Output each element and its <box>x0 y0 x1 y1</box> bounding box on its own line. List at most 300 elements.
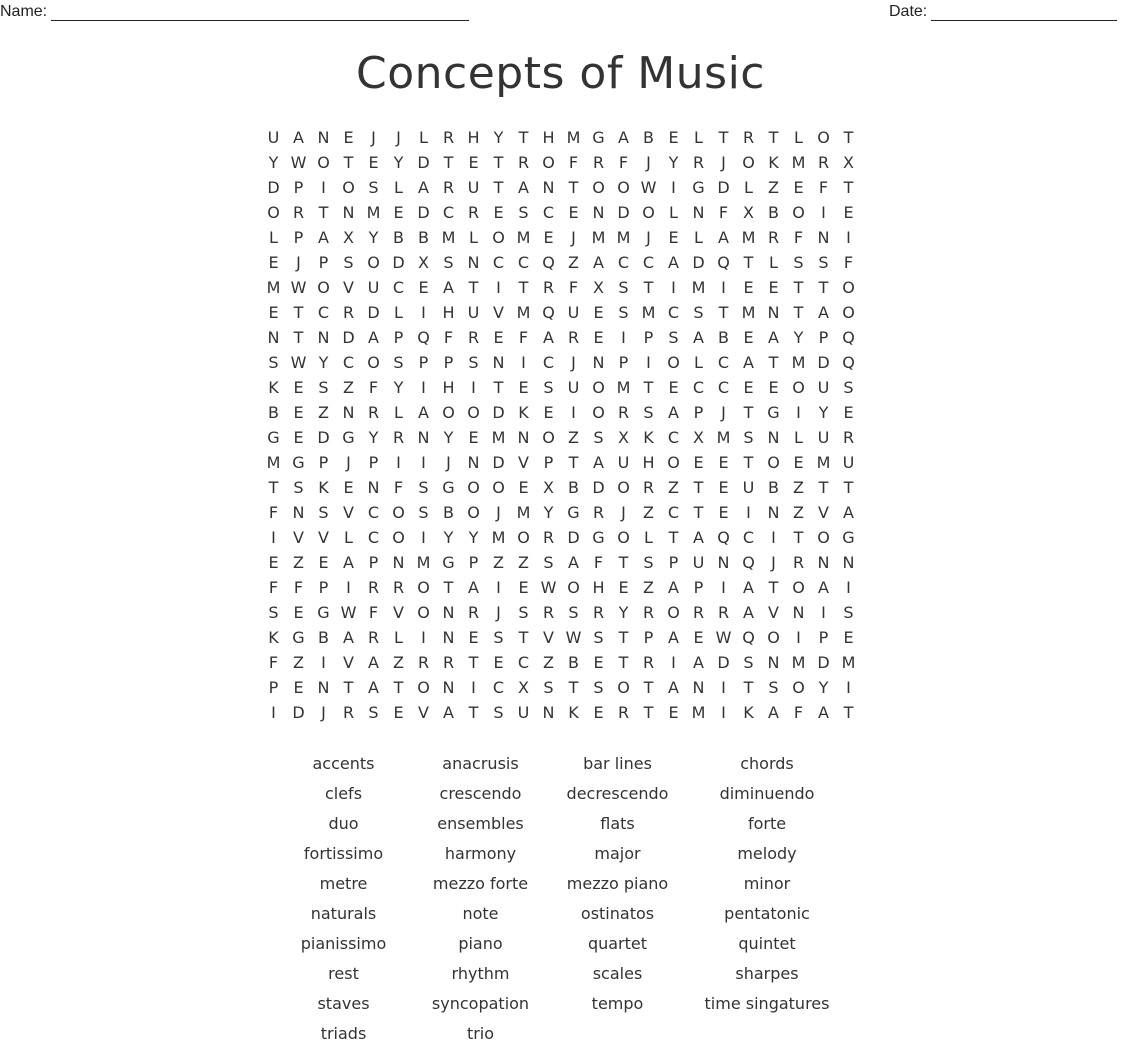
grid-letter: T <box>643 278 654 297</box>
grid-letter: T <box>518 278 529 297</box>
grid-letter: E <box>493 328 504 347</box>
grid-letter: M <box>791 153 806 172</box>
grid-letter: O <box>367 353 380 372</box>
grid-letter: T <box>643 703 654 722</box>
grid-letter: L <box>394 178 403 197</box>
grid-letter: K <box>518 403 529 422</box>
grid-letter: V <box>768 603 779 622</box>
grid-letter: B <box>768 203 779 222</box>
grid-letter: S <box>693 303 704 322</box>
grid-letter: P <box>668 553 679 572</box>
grid-letter: Q <box>417 328 430 347</box>
grid-letter: J <box>346 453 351 472</box>
grid-letter: S <box>743 428 754 447</box>
grid-letter: Q <box>717 528 730 547</box>
word-list-item: pianissimo <box>300 934 387 953</box>
grid-letter: E <box>468 628 479 647</box>
grid-letter: P <box>318 578 329 597</box>
grid-letter: Q <box>717 253 730 272</box>
grid-letter: C <box>717 378 730 397</box>
grid-letter: B <box>568 478 579 497</box>
grid-letter: C <box>392 278 405 297</box>
grid-letter: N <box>692 203 705 222</box>
grid-letter: F <box>368 603 379 622</box>
grid-letter: V <box>818 503 829 522</box>
grid-letter: T <box>293 328 304 347</box>
grid-letter: T <box>743 453 754 472</box>
grid-letter: P <box>818 628 829 647</box>
grid-letter: T <box>443 153 454 172</box>
grid-letter: G <box>692 178 705 197</box>
grid-letter: S <box>743 653 754 672</box>
grid-letter: R <box>792 553 805 572</box>
grid-letter: A <box>568 553 579 572</box>
grid-letter: T <box>793 528 804 547</box>
grid-letter: E <box>468 428 479 447</box>
grid-letter: S <box>643 403 654 422</box>
grid-letter: Q <box>742 553 755 572</box>
grid-letter: A <box>668 578 679 597</box>
grid-letter: L <box>394 403 403 422</box>
grid-letter: A <box>368 678 379 697</box>
grid-letter: W <box>565 628 582 647</box>
grid-letter: O <box>317 278 330 297</box>
grid-letter: E <box>493 653 504 672</box>
grid-letter: O <box>617 178 630 197</box>
grid-letter: F <box>268 503 279 522</box>
grid-letter: J <box>496 603 501 622</box>
grid-letter: X <box>843 153 854 172</box>
grid-letter: R <box>517 153 530 172</box>
grid-letter: S <box>493 703 504 722</box>
grid-letter: B <box>718 328 729 347</box>
grid-letter: I <box>721 703 726 722</box>
grid-letter: R <box>592 503 605 522</box>
grid-letter: O <box>792 678 805 697</box>
grid-letter: Y <box>793 328 804 347</box>
grid-letter: E <box>668 378 679 397</box>
grid-letter: I <box>421 303 426 322</box>
grid-letter: C <box>492 678 505 697</box>
grid-letter: T <box>843 128 854 147</box>
grid-letter: E <box>393 703 404 722</box>
grid-letter: I <box>821 603 826 622</box>
grid-letter: Z <box>393 653 404 672</box>
grid-letter: O <box>467 403 480 422</box>
grid-letter: G <box>267 428 280 447</box>
grid-letter: I <box>496 578 501 597</box>
grid-letter: T <box>843 703 854 722</box>
grid-letter: P <box>293 228 304 247</box>
grid-letter: D <box>492 453 505 472</box>
name-field <box>0 3 469 21</box>
word-list-item: triads <box>320 1024 367 1043</box>
grid-letter: A <box>818 303 829 322</box>
grid-letter: A <box>668 253 679 272</box>
grid-letter: U <box>692 553 705 572</box>
grid-letter: E <box>693 453 704 472</box>
grid-letter: I <box>721 278 726 297</box>
grid-letter: V <box>518 453 529 472</box>
grid-letter: S <box>768 678 779 697</box>
grid-letter: Y <box>393 153 404 172</box>
grid-letter: A <box>368 653 379 672</box>
grid-letter: E <box>793 453 804 472</box>
grid-letter: I <box>621 328 626 347</box>
grid-letter: E <box>668 703 679 722</box>
grid-letter: E <box>768 378 779 397</box>
grid-letter: R <box>742 128 755 147</box>
grid-letter: E <box>718 478 729 497</box>
grid-letter: R <box>467 203 480 222</box>
grid-letter: N <box>342 203 355 222</box>
word-list-item: staves <box>317 994 370 1013</box>
grid-letter: U <box>742 478 755 497</box>
grid-letter: I <box>346 578 351 597</box>
word-list-item: fortissimo <box>303 844 384 863</box>
grid-letter: T <box>468 653 479 672</box>
grid-letter: S <box>543 378 554 397</box>
grid-letter: O <box>642 203 655 222</box>
grid-letter: R <box>642 603 655 622</box>
grid-letter: G <box>592 128 605 147</box>
grid-letter: A <box>668 628 679 647</box>
grid-letter: A <box>618 128 629 147</box>
grid-letter: O <box>417 578 430 597</box>
grid-letter: E <box>268 303 279 322</box>
word-list-item: duo <box>328 814 359 833</box>
grid-letter: C <box>617 253 630 272</box>
grid-letter: O <box>467 478 480 497</box>
grid-letter: R <box>642 478 655 497</box>
grid-letter: Y <box>393 378 404 397</box>
grid-letter: J <box>721 403 726 422</box>
grid-letter: T <box>718 303 729 322</box>
grid-letter: P <box>393 328 404 347</box>
grid-letter: A <box>443 278 454 297</box>
grid-letter: M <box>491 528 506 547</box>
grid-letter: E <box>343 478 354 497</box>
grid-letter: B <box>418 228 429 247</box>
grid-letter: E <box>518 378 529 397</box>
grid-letter: R <box>617 403 630 422</box>
grid-letter: P <box>443 353 454 372</box>
grid-letter: E <box>543 228 554 247</box>
word-list-item: quartet <box>587 934 648 953</box>
grid-letter: I <box>821 203 826 222</box>
page-title: Concepts of Music <box>356 48 765 99</box>
grid-letter: T <box>618 628 629 647</box>
grid-letter: T <box>743 678 754 697</box>
grid-letter: I <box>671 653 676 672</box>
grid-letter: I <box>321 653 326 672</box>
grid-letter: J <box>396 128 401 147</box>
grid-letter: E <box>793 178 804 197</box>
grid-letter: A <box>668 403 679 422</box>
grid-letter: F <box>618 153 629 172</box>
grid-letter: R <box>442 178 455 197</box>
grid-letter: F <box>593 553 604 572</box>
grid-letter: I <box>396 453 401 472</box>
grid-letter: R <box>367 628 380 647</box>
grid-letter: D <box>292 703 305 722</box>
grid-letter: E <box>593 303 604 322</box>
grid-letter: R <box>817 153 830 172</box>
grid-letter: V <box>393 603 404 622</box>
grid-letter: D <box>367 303 380 322</box>
grid-letter: E <box>768 278 779 297</box>
grid-letter: E <box>293 378 304 397</box>
grid-letter: Z <box>318 403 329 422</box>
grid-letter: E <box>668 128 679 147</box>
grid-letter: S <box>668 328 679 347</box>
grid-letter: D <box>342 328 355 347</box>
grid-letter: L <box>394 303 403 322</box>
grid-letter: T <box>768 578 779 597</box>
word-list-item: accents <box>312 754 375 773</box>
grid-letter: J <box>571 353 576 372</box>
grid-letter: J <box>646 228 651 247</box>
grid-letter: N <box>817 553 830 572</box>
grid-letter: S <box>643 553 654 572</box>
grid-letter: G <box>292 453 305 472</box>
grid-letter: O <box>617 478 630 497</box>
grid-letter: E <box>318 553 329 572</box>
grid-letter: W <box>640 178 657 197</box>
grid-letter: P <box>693 578 704 597</box>
grid-letter: C <box>317 303 330 322</box>
grid-letter: U <box>617 453 630 472</box>
grid-letter: F <box>793 703 804 722</box>
grid-letter: T <box>693 478 704 497</box>
grid-letter: S <box>843 603 854 622</box>
grid-letter: C <box>667 303 680 322</box>
grid-letter: Z <box>668 478 679 497</box>
grid-letter: T <box>493 378 504 397</box>
grid-letter: K <box>318 478 329 497</box>
grid-letter: F <box>818 178 829 197</box>
grid-letter: S <box>368 178 379 197</box>
grid-letter: A <box>368 328 379 347</box>
grid-letter: E <box>393 203 404 222</box>
grid-letter: B <box>268 403 279 422</box>
grid-letter: I <box>421 453 426 472</box>
grid-letter: Z <box>768 178 779 197</box>
grid-letter: J <box>496 503 501 522</box>
grid-letter: J <box>721 153 726 172</box>
grid-letter: U <box>517 703 530 722</box>
grid-letter: N <box>467 453 480 472</box>
grid-letter: A <box>543 328 554 347</box>
word-list-item: quintet <box>738 934 796 953</box>
grid-letter: M <box>691 703 706 722</box>
grid-letter: T <box>743 253 754 272</box>
grid-letter: R <box>542 528 555 547</box>
word-list-item: syncopation <box>431 994 530 1013</box>
grid-letter: M <box>266 278 281 297</box>
grid-letter: T <box>343 678 354 697</box>
grid-letter: V <box>543 628 554 647</box>
grid-letter: F <box>568 153 579 172</box>
grid-letter: I <box>796 403 801 422</box>
grid-letter: P <box>543 453 554 472</box>
word-list-item: tempo <box>591 994 644 1013</box>
grid-letter: S <box>293 478 304 497</box>
grid-letter: T <box>693 503 704 522</box>
grid-letter: D <box>592 478 605 497</box>
grid-letter: E <box>343 128 354 147</box>
grid-letter: I <box>846 578 851 597</box>
grid-letter: M <box>516 303 531 322</box>
grid-letter: U <box>467 178 480 197</box>
grid-letter: Y <box>668 153 679 172</box>
grid-letter: R <box>692 603 705 622</box>
grid-letter: R <box>642 653 655 672</box>
grid-letter: R <box>692 153 705 172</box>
grid-letter: D <box>417 153 430 172</box>
grid-letter: O <box>817 128 830 147</box>
grid-letter: O <box>267 203 280 222</box>
grid-letter: D <box>567 528 580 547</box>
grid-letter: I <box>321 178 326 197</box>
grid-letter: J <box>446 453 451 472</box>
grid-letter: F <box>393 478 404 497</box>
grid-letter: E <box>268 253 279 272</box>
grid-letter: I <box>496 278 501 297</box>
grid-letter: O <box>817 528 830 547</box>
grid-letter: O <box>767 453 780 472</box>
grid-letter: R <box>617 703 630 722</box>
grid-letter: D <box>692 253 705 272</box>
grid-letter: N <box>292 503 305 522</box>
grid-letter: L <box>669 203 678 222</box>
grid-letter: N <box>767 653 780 672</box>
grid-letter: N <box>542 178 555 197</box>
grid-letter: P <box>318 453 329 472</box>
grid-letter: T <box>618 553 629 572</box>
grid-letter: E <box>293 428 304 447</box>
grid-letter: B <box>443 503 454 522</box>
grid-letter: M <box>741 303 756 322</box>
grid-letter: N <box>392 553 405 572</box>
grid-letter: U <box>367 278 380 297</box>
grid-letter: R <box>842 428 855 447</box>
grid-letter: P <box>418 353 429 372</box>
grid-letter: O <box>592 378 605 397</box>
grid-letter: T <box>643 678 654 697</box>
grid-letter: I <box>771 528 776 547</box>
grid-letter: T <box>643 378 654 397</box>
date-line <box>931 3 1117 21</box>
grid-letter: C <box>542 353 555 372</box>
grid-letter: C <box>667 503 680 522</box>
grid-letter: C <box>367 503 380 522</box>
grid-letter: F <box>568 278 579 297</box>
grid-letter: Y <box>818 678 829 697</box>
word-list-item: note <box>462 904 499 923</box>
grid-letter: H <box>442 378 455 397</box>
grid-letter: K <box>568 703 579 722</box>
grid-letter: F <box>443 328 454 347</box>
grid-letter: X <box>743 203 754 222</box>
grid-letter: B <box>318 628 329 647</box>
grid-letter: O <box>842 303 855 322</box>
grid-letter: M <box>616 228 631 247</box>
grid-letter: O <box>667 603 680 622</box>
date-label: Date: <box>889 3 928 20</box>
grid-letter: Y <box>318 353 329 372</box>
grid-letter: M <box>791 653 806 672</box>
grid-letter: D <box>717 178 730 197</box>
grid-letter: X <box>693 428 704 447</box>
grid-letter: A <box>743 603 754 622</box>
grid-letter: F <box>268 653 279 672</box>
grid-letter: E <box>618 578 629 597</box>
grid-letter: R <box>367 578 380 597</box>
grid-letter: Y <box>818 403 829 422</box>
grid-letter: F <box>293 578 304 597</box>
grid-letter: C <box>542 203 555 222</box>
grid-letter: X <box>418 253 429 272</box>
grid-letter: G <box>442 478 455 497</box>
grid-letter: E <box>543 403 554 422</box>
grid-letter: E <box>518 578 529 597</box>
grid-letter: O <box>367 253 380 272</box>
grid-letter: K <box>768 153 779 172</box>
grid-letter: R <box>442 128 455 147</box>
grid-letter: O <box>542 428 555 447</box>
grid-letter: U <box>817 378 830 397</box>
grid-letter: L <box>644 528 653 547</box>
grid-letter: B <box>768 478 779 497</box>
grid-letter: I <box>421 528 426 547</box>
grid-letter: S <box>468 353 479 372</box>
grid-letter: V <box>493 303 504 322</box>
word-list-item: anacrusis <box>442 754 519 773</box>
grid-letter: F <box>718 203 729 222</box>
grid-letter: P <box>368 553 379 572</box>
grid-letter: Z <box>343 378 354 397</box>
grid-letter: G <box>592 528 605 547</box>
grid-letter: E <box>843 403 854 422</box>
grid-letter: Q <box>842 328 855 347</box>
grid-letter: C <box>492 253 505 272</box>
grid-letter: N <box>517 428 530 447</box>
grid-letter: L <box>694 353 703 372</box>
grid-letter: P <box>643 628 654 647</box>
grid-letter: R <box>292 203 305 222</box>
grid-letter: A <box>418 178 429 197</box>
grid-letter: O <box>617 528 630 547</box>
grid-letter: R <box>567 328 580 347</box>
grid-letter: M <box>641 303 656 322</box>
grid-letter: A <box>518 178 529 197</box>
grid-letter: E <box>743 278 754 297</box>
grid-letter: S <box>393 353 404 372</box>
grid-letter: Q <box>542 303 555 322</box>
grid-letter: O <box>592 403 605 422</box>
grid-letter: A <box>843 503 854 522</box>
grid-letter: A <box>593 453 604 472</box>
grid-letter: C <box>717 353 730 372</box>
grid-letter: T <box>468 278 479 297</box>
grid-letter: U <box>817 428 830 447</box>
grid-letter: R <box>542 603 555 622</box>
grid-letter: G <box>567 503 580 522</box>
grid-letter: G <box>767 403 780 422</box>
grid-letter: Y <box>368 228 379 247</box>
grid-letter: G <box>442 553 455 572</box>
